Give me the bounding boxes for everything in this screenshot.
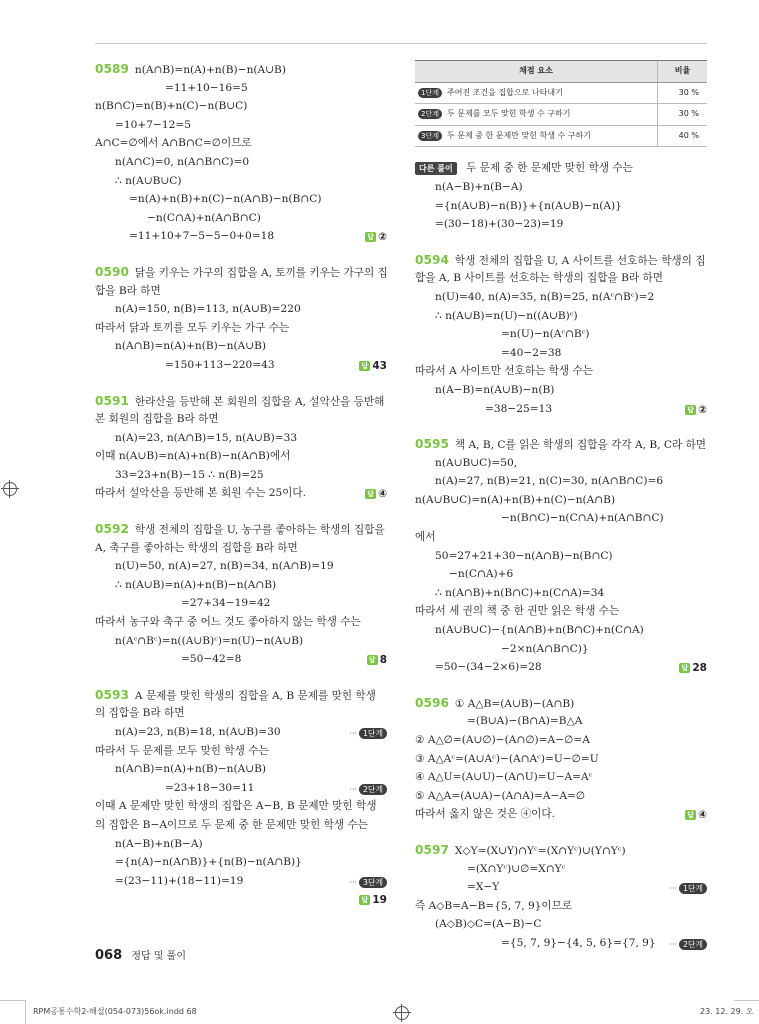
line-text: n(U)=50, n(A)=27, n(B)=34, n(A∩B)=19 [115,560,334,573]
line-text: 닭을 키우는 가구의 집합을 A, 토끼를 키우는 가구의 집 [134,266,388,279]
line-text: n(A−B)=n(A∪B)−n(B) [435,383,555,396]
stage-badge: 2단계 [679,939,707,950]
answer-value: 8 [379,654,387,667]
solution-line [415,584,707,603]
line-text: =50−42=8 [181,653,242,666]
line-text: −n(B∩C)−n(C∩A)+n(A∩B∩C) [501,512,664,525]
registration-mark [3,482,17,496]
solution-line [95,356,387,375]
problem-0595 [415,435,707,677]
answer-icon: 답 [679,663,690,673]
solution-line [95,632,387,651]
top-rule [95,43,707,44]
solution-line [95,797,387,816]
problem-0590 [95,263,387,375]
answer-mark [359,357,387,376]
solution-line [415,878,707,897]
left-column [95,60,387,926]
problem-0597 [415,841,707,953]
solution-line [95,209,387,228]
solution-line [415,841,707,860]
answer-value: 43 [372,359,387,372]
solution-line [415,640,707,659]
line-text: 에서 [415,531,436,544]
solution-line [95,557,387,576]
solution-line [415,694,707,713]
line-text: 본 회원의 집합을 B라 하면 [95,413,219,426]
scoring-row [415,82,707,104]
solution-line [95,337,387,356]
solution-line [415,712,707,731]
line-text: 즉 A◇B=A−B={5, 7, 9}이므로 [415,899,573,912]
crop-mark [25,1000,26,1024]
solution-line [95,650,387,669]
solution-line [415,307,707,326]
solution-line [95,686,387,705]
line-text: 따라서 옳지 않은 것은 ④이다. [415,808,555,821]
stage-marker: ··· 3단계 [350,874,387,893]
scoring-row [415,125,707,147]
line-text: ① A△B=(A∪B)−(A∩B) [454,697,575,710]
solution-line [415,528,707,547]
answer-mark [365,228,387,247]
problem-number: 0594 [415,252,449,267]
line-text: n(A)=27, n(B)=21, n(C)=30, n(A∩B∩C)=6 [435,475,664,488]
answer-value: 28 [692,662,707,675]
stage-badge: 1단계 [418,88,442,98]
line-text: n(A∩B)=n(A)+n(B)−n(A∪B) [115,763,267,776]
line-text: =n(A)+n(B)+n(C)−n(A∩B)−n(B∩C) [129,193,322,206]
problem-number: 0589 [95,62,129,76]
line-text: ∴ n(A∩B)+n(B∩C)+n(C∩A)=34 [435,586,605,599]
scoring-criteria-cell [415,82,658,104]
line-text: 한라산을 등반해 본 회원의 집합을 A, 설악산을 등반해 [134,395,385,408]
line-text: ={n(A∪B)−n(B)}+{n(A∪B)−n(A)} [435,199,622,212]
scoring-criteria-text: 두 문제 중 한 문제만 맞힌 학생 수 구하기 [446,130,591,140]
solution-line [415,269,707,288]
solution-line [415,787,707,806]
line-text: n(A)=150, n(B)=113, n(A∪B)=220 [115,303,301,316]
answer-mark [685,401,707,420]
line-text: n(A)=23, n(B)=18, n(A∪B)=30 [115,726,281,738]
problem-number: 0596 [415,695,449,710]
line-text: ={5, 7, 9}−{4, 5, 6}={7, 9} [501,936,656,949]
problem-0593 [95,686,387,909]
line-text: 학생 전체의 집합을 U, A 사이트를 선호하는 학생의 집 [454,254,706,267]
scoring-criteria-cell [415,125,658,147]
line-text: n(A∪B∪C)=n(A)+n(B)+n(C)−n(A∩B) [415,493,616,506]
page-footer [95,947,186,963]
line-text: 따라서 농구와 축구 중 어느 것도 좋아하지 않는 학생 수는 [95,616,361,629]
line-text: 합을 A, B 사이트를 선호하는 학생의 집합을 B라 하면 [415,272,663,285]
solution-line [95,319,387,338]
line-text: =50−(34−2×6)=28 [435,661,542,674]
page-number: 068 [95,948,123,963]
footer-title: 정답 및 풀이 [131,951,186,962]
line-text: ④ A△U=(A∪U)−(A∩U)=U−A=Aᶜ [415,771,593,784]
alt-solution-label: 다른 풀이 [415,162,457,175]
solution-line [415,565,707,584]
solution-line [95,134,387,153]
stage-badge: 2단계 [359,784,387,795]
line-text: ③ A△Aᶜ=(A∪Aᶜ)−(A∩Aᶜ)=U−∅=U [415,752,599,765]
answer-icon: 답 [365,232,376,242]
line-text: 이때 A 문제만 맞힌 학생의 집합은 A−B, B 문제만 맞힌 학생 [95,800,377,813]
solution-line [95,263,387,282]
alt-solution-intro: 두 문제 중 한 문제만 맞힌 학생 수는 [466,162,633,175]
solution-line [415,602,707,621]
solution-line [95,392,387,411]
line-text: 책 A, B, C를 읽은 학생의 집합을 각각 A, B, C라 하면 [454,439,707,452]
solution-line [415,251,707,270]
solution-line [95,594,387,613]
solution-line [95,613,387,632]
answer-mark [365,485,387,504]
solution-line [95,890,387,909]
line-text: n(A∪B∪C)=50, [435,456,518,469]
stage-marker: ··· 1단계 [350,725,387,744]
line-text: 33=23+n(B)−15 ∴ n(B)=25 [115,468,264,481]
stage-marker: ··· 2단계 [670,936,707,955]
line-text: ∴ n(A∪B∪C) [115,174,182,187]
solution-line [95,872,387,891]
alternative-solution [415,159,707,233]
solution-line [95,779,387,798]
answer-value: ② [698,403,707,416]
line-text: =150+113−220=43 [165,358,275,371]
line-text: ∴ n(A∪B)=n(U)−n((A∪B)ᶜ) [435,309,578,322]
solution-line [95,760,387,779]
solution-line [415,731,707,750]
solution-line [415,215,707,234]
solution-line [415,547,707,566]
line-text: =X−Y [467,881,500,894]
line-text: =11+10+7−5−5−0+0=18 [129,230,275,243]
print-date: 23. 12. 29. 오 [700,1007,754,1016]
answer-value: ④ [378,488,387,501]
line-text: ={n(A)−n(A∩B)}+{n(B)−n(A∩B)} [115,856,302,869]
solution-line [95,466,387,485]
solution-line [415,750,707,769]
solution-line [415,934,707,953]
solution-line [95,190,387,209]
line-text: 의 집합은 B−A이므로 두 문제 중 한 문제만 맞힌 학생 수는 [95,818,368,831]
answer-value: 19 [372,894,387,907]
line-text: 따라서 A 사이트만 선호하는 학생 수는 [415,365,593,378]
solution-line [95,429,387,448]
line-text: X◇Y=(X∪Y)∩Yᶜ=(X∩Yᶜ)∪(Y∩Yᶜ) [454,844,626,857]
line-text: n(A−B)+n(B−A) [115,837,203,850]
solution-line [95,97,387,116]
solution-line [415,860,707,879]
line-text: n(B∩C)=n(B)+n(C)−n(B∪C) [95,100,248,113]
line-text: =n(U)−n(Aᶜ∩Bᶜ) [501,328,590,341]
scoring-ratio-cell: 40 % [658,125,708,147]
solution-line [415,621,707,640]
line-text: n(U)=40, n(A)=35, n(B)=25, n(Aᶜ∩Bᶜ)=2 [435,290,655,303]
solution-line [415,344,707,363]
problem-0591 [95,392,387,504]
scoring-criteria-text: 주어진 조건을 집합으로 나타내기 [446,87,563,97]
line-text: =40−2=38 [501,346,562,359]
line-text: n(A∪B∪C)−{n(A∩B)+n(B∩C)+n(C∩A) [435,624,644,637]
problem-number: 0592 [95,522,129,537]
registration-mark [395,1006,409,1020]
line-text: 학생 전체의 집합을 U, 농구를 좋아하는 학생의 집합을 [134,524,385,537]
solution-line [95,60,387,79]
solution-line [95,816,387,835]
line-text: =38−25=13 [485,402,553,415]
line-text: n(A)=23, n(A∩B)=15, n(A∪B)=33 [115,431,298,444]
solution-line [95,447,387,466]
answer-icon: 답 [367,655,378,665]
line-text: ⑤ A△A=(A∪A)−(A∩A)=A−A=∅ [415,789,586,802]
scoring-row [415,104,707,126]
solution-line [415,658,707,677]
solution-line [415,435,707,454]
line-text: n(Aᶜ∩Bᶜ)=n((A∪B)ᶜ)=n(U)−n(A∪B) [115,634,304,647]
problem-0594 [415,251,707,418]
problem-number: 0590 [95,264,129,279]
problem-0592 [95,520,387,669]
line-text: n(A∩B)=n(A)+n(B)−n(A∪B) [115,340,267,353]
scoring-ratio-cell: 30 % [658,104,708,126]
problem-0596 [415,694,707,824]
line-text: −n(C∩A)+n(A∩B∩C) [147,211,261,224]
line-text: −n(C∩A)+6 [449,568,514,581]
line-text: =(23−11)+(18−11)=19 [115,874,244,887]
scoring-ratio-cell: 30 % [658,82,708,104]
solution-line [415,491,707,510]
stage-badge: 2단계 [418,109,442,119]
print-file-info: RPM공통수학2-해설(054-073)56ok.indd 68 [33,1007,197,1016]
line-text: A, 축구를 좋아하는 학생의 집합을 B라 하면 [95,541,298,554]
line-text: ∴ n(A∪B)=n(A)+n(B)−n(A∩B) [115,578,277,591]
answer-mark [685,806,707,825]
answer-icon: 답 [359,361,370,371]
problem-number: 0595 [415,437,449,452]
stage-marker: ··· 2단계 [350,781,387,800]
solution-line [415,400,707,419]
line-text: −2×n(A∩B∩C)} [501,642,589,655]
solution-line [95,153,387,172]
answer-mark [679,659,707,678]
line-text: =27+34−19=42 [181,597,271,610]
solution-line [95,227,387,246]
scoring-criteria-text: 두 문제를 모두 맞힌 학생 수 구하기 [446,109,571,119]
solution-line [415,805,707,824]
line-text: 50=27+21+30−n(A∩B)−n(B∩C) [435,549,613,562]
solution-line [95,520,387,539]
solution-line [95,853,387,872]
solution-line [415,288,707,307]
line-text: =(X∩Yᶜ)∪∅=X∩Yᶜ [467,862,566,875]
problem-number: 0593 [95,687,129,702]
line-text: A∩C=∅에서 A∩B∩C=∅이므로 [95,137,252,150]
solution-line [95,484,387,503]
solution-line [95,79,387,98]
solution-line [95,116,387,135]
line-text: (A◇B)◇C=(A−B)−C [435,918,542,931]
stage-badge: 1단계 [359,728,387,739]
line-text: 따라서 설악산을 등반해 본 회원 수는 25이다. [95,487,307,500]
problem-number: 0597 [415,842,449,857]
line-text: 따라서 세 권의 책 중 한 권만 읽은 학생 수는 [415,605,620,618]
solution-line [415,197,707,216]
solution-line [415,454,707,473]
answer-mark [367,651,387,670]
solution-line [95,723,387,742]
solution-line [415,915,707,934]
line-text: 따라서 두 문제를 모두 맞힌 학생 수는 [95,744,269,757]
solution-line [415,509,707,528]
line-text: ② A△∅=(A∪∅)−(A∩∅)=A−∅=A [415,734,590,746]
solution-line [415,381,707,400]
line-text: n(A−B)+n(B−A) [435,180,523,193]
right-column [415,60,707,970]
problem-number: 0591 [95,393,129,408]
line-text: 의 집합을 B라 하면 [95,707,185,720]
solution-line [415,325,707,344]
solution-line [95,282,387,301]
solution-line [415,362,707,381]
answer-icon: 답 [365,489,376,499]
line-text: 이때 n(A∪B)=n(A)+n(B)−n(A∩B)에서 [95,450,291,463]
solution-line [415,178,707,197]
line-text: 합을 B라 하면 [95,284,161,297]
solution-line [95,172,387,191]
solution-line [415,768,707,787]
answer-mark [359,891,387,910]
line-text: =10+7−12=5 [115,118,191,131]
stage-badge: 3단계 [359,877,387,888]
solution-line [95,835,387,854]
problem-0589 [95,60,387,246]
scoring-header-criteria: 채점 요소 [415,61,658,83]
solution-line [415,897,707,916]
stage-badge: 3단계 [418,131,442,141]
scoring-table [415,60,707,147]
crop-mark [734,1000,759,1001]
solution-line [95,539,387,558]
solution-line [95,576,387,595]
solution-line [95,742,387,761]
line-text: A 문제를 맞힌 학생의 집합을 A, B 문제를 맞힌 학생 [134,689,376,702]
line-text: 따라서 닭과 토끼를 모두 키우는 가구 수는 [95,321,290,334]
line-text: =(B∪A)−(B∩A)=B△A [467,715,583,728]
solution-line [95,704,387,723]
answer-icon: 답 [685,810,696,820]
solution-line [95,410,387,429]
answer-icon: 답 [685,405,696,415]
line-text: =23+18−30=11 [165,781,255,794]
answer-icon: 답 [359,895,370,905]
crop-mark [0,1000,25,1001]
stage-badge: 1단계 [679,883,707,894]
answer-value: ④ [698,809,707,822]
line-text: =11+10−16=5 [165,81,248,94]
line-text: n(A∩B)=n(A)+n(B)−n(A∪B) [134,64,286,76]
answer-value: ② [378,231,387,244]
scoring-header-ratio: 비율 [658,61,708,83]
scoring-criteria-cell [415,104,658,126]
line-text: =(30−18)+(30−23)=19 [435,218,564,231]
stage-marker: ··· 1단계 [670,880,707,899]
solution-line [415,472,707,491]
line-text: n(A∩C)=0, n(A∩B∩C)=0 [115,155,250,168]
solution-line [95,300,387,319]
